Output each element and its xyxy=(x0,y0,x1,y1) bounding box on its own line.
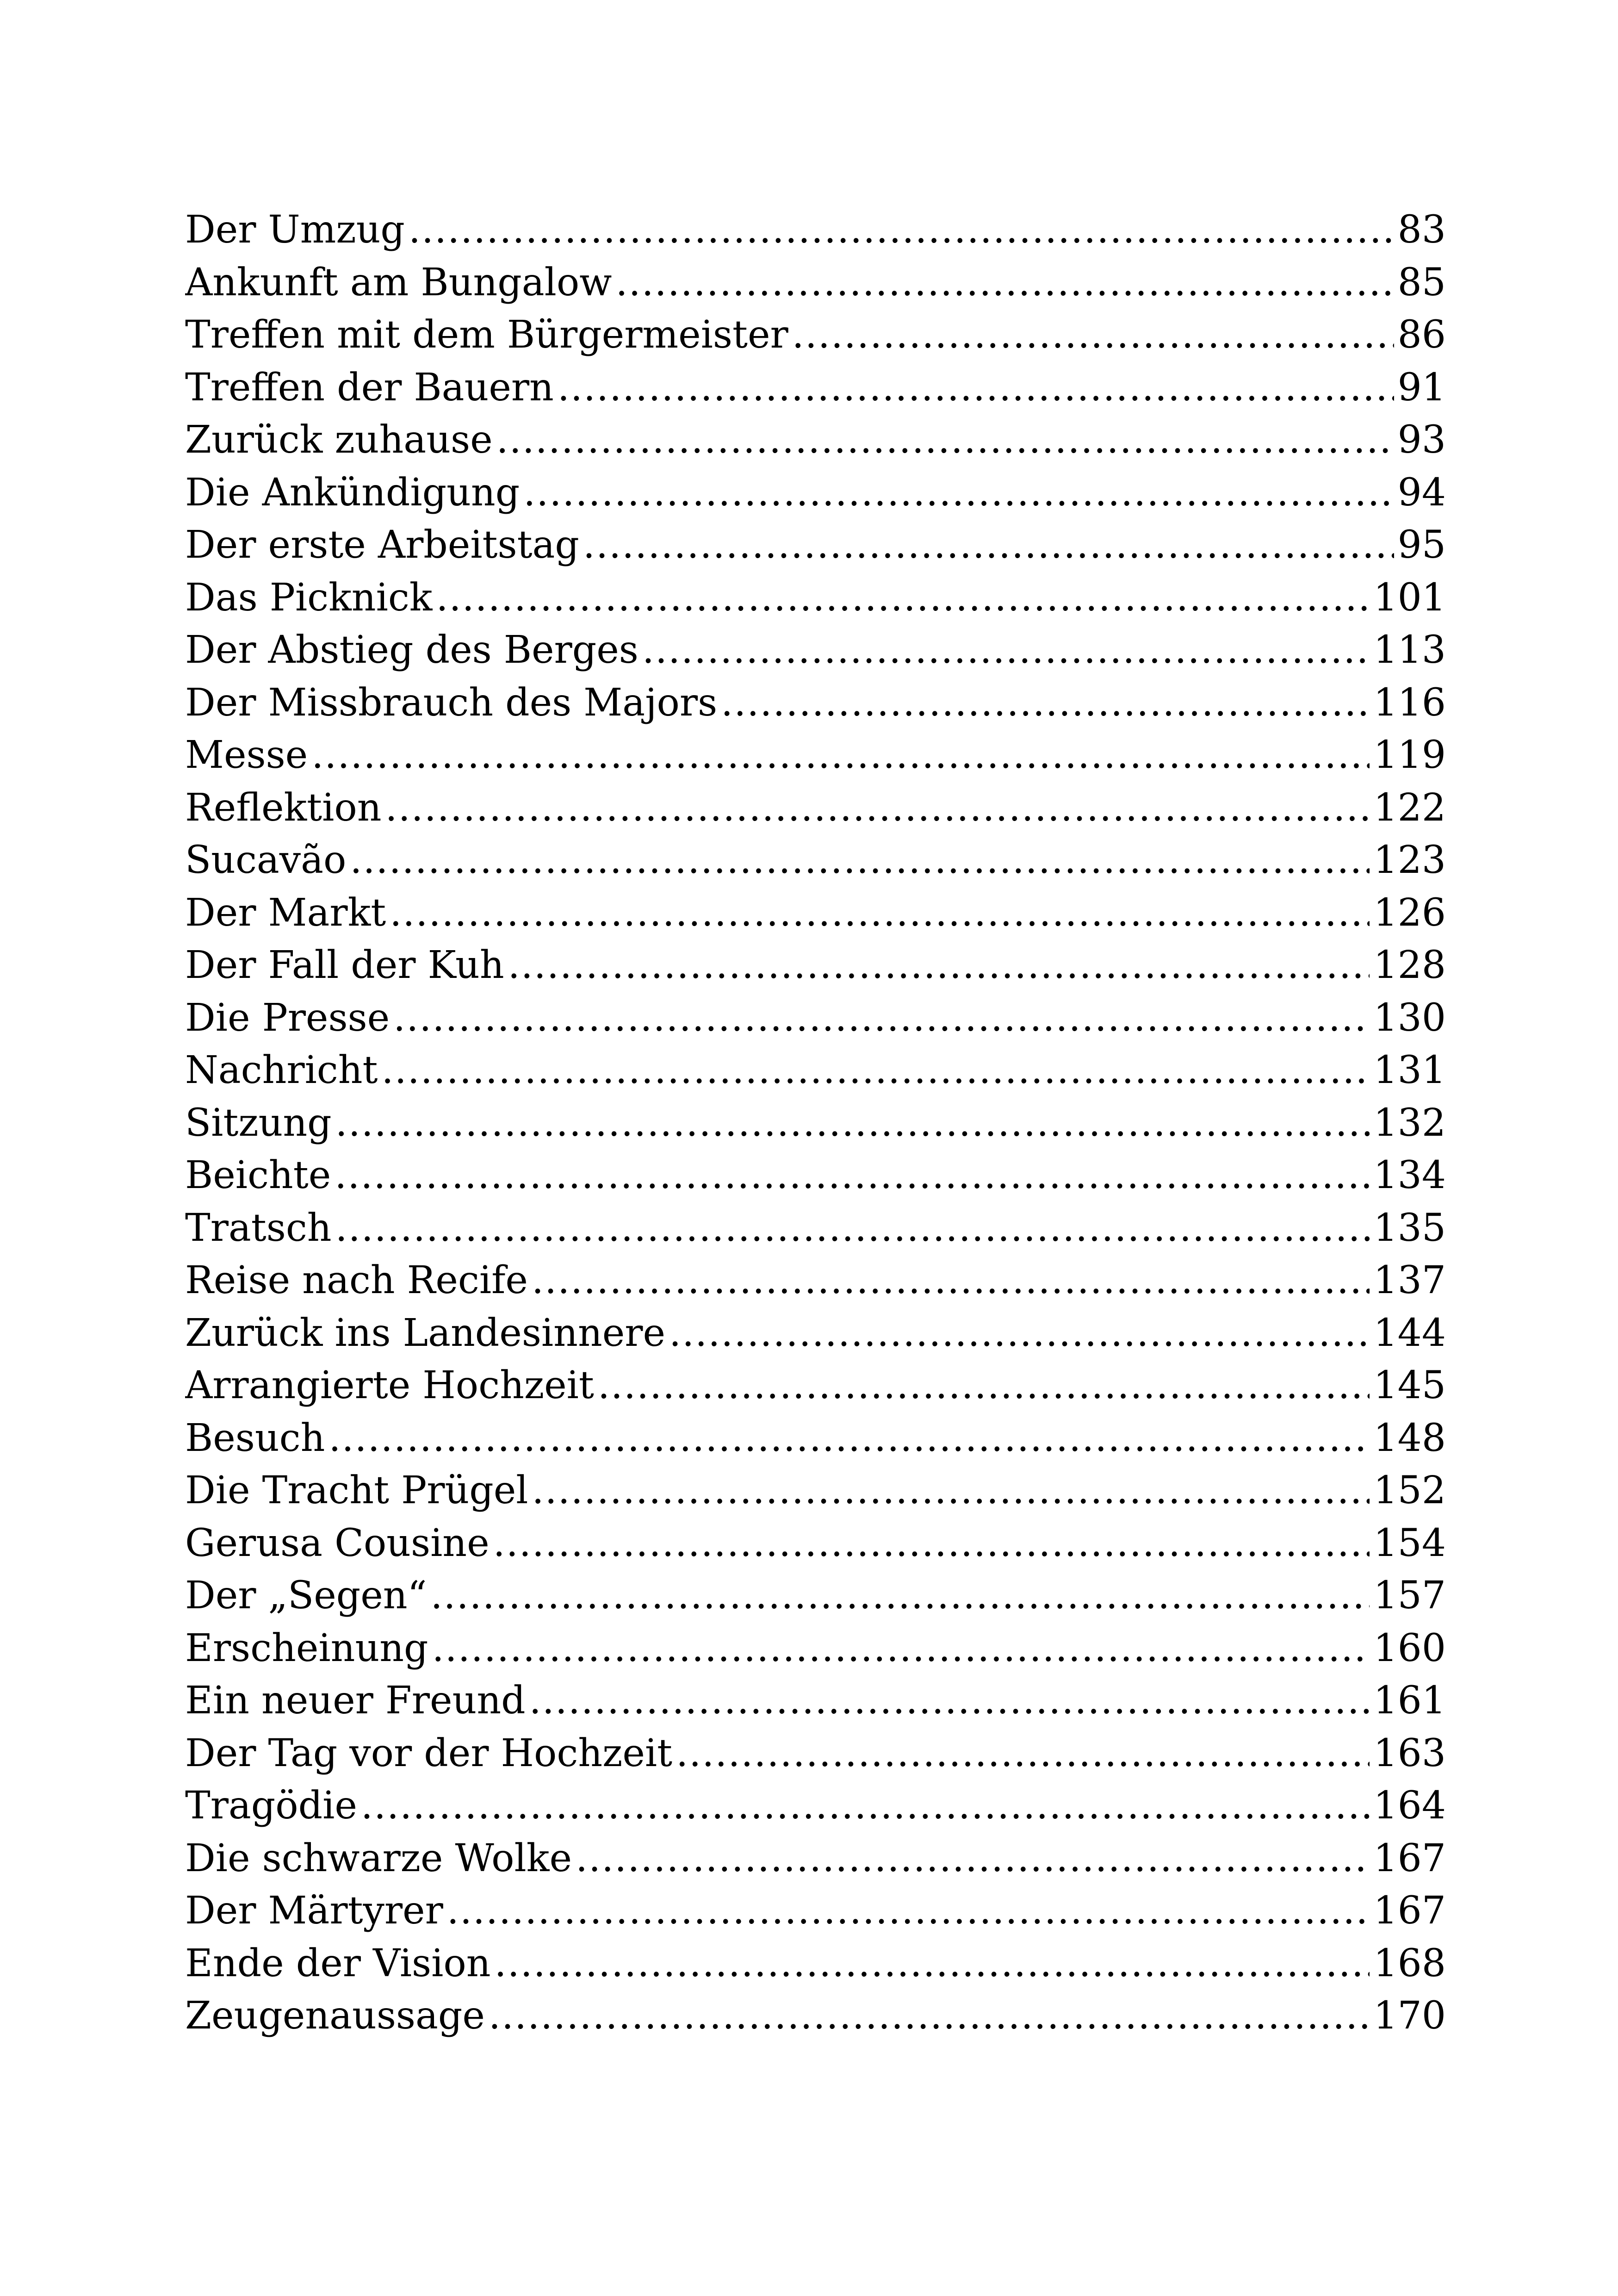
toc-dot-leader xyxy=(361,1780,1370,1832)
toc-entry-title: Tragödie xyxy=(185,1784,357,1828)
toc-dot-leader xyxy=(385,782,1370,834)
toc-entry-title: Der Fall der Kuh xyxy=(185,943,504,987)
toc-entry-page-number: 154 xyxy=(1373,1521,1446,1565)
toc-entry-page-number: 163 xyxy=(1373,1731,1446,1775)
toc-dot-leader xyxy=(532,1464,1370,1517)
toc-dot-leader xyxy=(329,1412,1370,1465)
toc-entry-title: Sucavão xyxy=(185,838,347,882)
toc-dot-leader xyxy=(532,1254,1370,1307)
toc-dot-leader xyxy=(598,1359,1370,1412)
toc-entry-page-number: 168 xyxy=(1373,1941,1446,1985)
toc-dot-leader xyxy=(558,361,1394,414)
toc-entry xyxy=(185,1885,1446,1937)
toc-entry xyxy=(185,204,1446,256)
toc-entry-page-number: 145 xyxy=(1373,1363,1446,1407)
toc-dot-leader xyxy=(721,677,1370,729)
toc-dot-leader xyxy=(335,1149,1370,1202)
toc-entry-page-number: 167 xyxy=(1373,1836,1446,1880)
toc-entry-title: Arrangierte Hochzeit xyxy=(185,1363,594,1407)
toc-entry-page-number: 132 xyxy=(1373,1101,1446,1145)
toc-entry-page-number: 85 xyxy=(1397,260,1446,305)
toc-dot-leader xyxy=(335,1097,1370,1150)
toc-entry-title: Zurück ins Landesinnere xyxy=(185,1311,666,1355)
toc-entry xyxy=(185,1097,1446,1150)
toc-entry-page-number: 126 xyxy=(1373,890,1446,935)
toc-entry-page-number: 161 xyxy=(1373,1679,1446,1723)
toc-entry xyxy=(185,519,1446,572)
toc-entry-page-number: 93 xyxy=(1397,418,1446,462)
toc-entry-title: Die Presse xyxy=(185,996,390,1040)
toc-entry xyxy=(185,1622,1446,1675)
toc-entry-title: Der Umzug xyxy=(185,208,405,252)
toc-entry-page-number: 113 xyxy=(1373,628,1446,672)
toc-dot-leader xyxy=(409,204,1394,256)
toc-entry-page-number: 86 xyxy=(1397,313,1446,357)
toc-entry-page-number: 131 xyxy=(1373,1048,1446,1092)
toc-entry-title: Der „Segen“ xyxy=(185,1574,427,1618)
toc-entry-title: Das Picknick xyxy=(185,575,433,620)
toc-entry-page-number: 122 xyxy=(1373,785,1446,830)
toc-entry-title: Die Ankündigung xyxy=(185,470,520,515)
toc-dot-leader xyxy=(311,729,1370,782)
toc-entry xyxy=(185,992,1446,1045)
toc-entry-title: Nachricht xyxy=(185,1048,378,1092)
toc-entry-page-number: 116 xyxy=(1373,680,1446,725)
toc-dot-leader xyxy=(350,834,1370,887)
toc-entry-page-number: 137 xyxy=(1373,1258,1446,1302)
toc-dot-leader xyxy=(792,309,1394,361)
toc-entry xyxy=(185,572,1446,624)
toc-entry xyxy=(185,782,1446,834)
toc-entry-page-number: 160 xyxy=(1373,1626,1446,1670)
toc-entry-title: Treffen der Bauern xyxy=(185,365,554,410)
toc-entry-page-number: 148 xyxy=(1373,1416,1446,1460)
toc-dot-leader xyxy=(493,1517,1370,1570)
toc-entry-title: Ein neuer Freund xyxy=(185,1679,526,1723)
toc-entry xyxy=(185,1569,1446,1622)
toc-dot-leader xyxy=(447,1885,1370,1937)
toc-dot-leader xyxy=(436,572,1370,624)
toc-entry-page-number: 167 xyxy=(1373,1889,1446,1933)
toc-entry xyxy=(185,1464,1446,1517)
toc-entry-page-number: 130 xyxy=(1373,996,1446,1040)
toc-entry-page-number: 91 xyxy=(1397,365,1446,410)
toc-entry xyxy=(185,1202,1446,1255)
toc-entry-page-number: 152 xyxy=(1373,1468,1446,1512)
toc-entry xyxy=(185,1832,1446,1885)
toc-dot-leader xyxy=(508,939,1370,992)
toc-dot-leader xyxy=(615,256,1394,309)
toc-entry xyxy=(185,1780,1446,1832)
toc-entry xyxy=(185,1674,1446,1727)
toc-entry xyxy=(185,677,1446,729)
toc-entry xyxy=(185,729,1446,782)
toc-entry-page-number: 135 xyxy=(1373,1206,1446,1250)
toc-dot-leader xyxy=(430,1569,1370,1622)
toc-entry-title: Treffen mit dem Bürgermeister xyxy=(185,313,788,357)
toc-entry-title: Der Abstieg des Berges xyxy=(185,628,639,672)
toc-entry-title: Zeugenaussage xyxy=(185,1994,485,2038)
toc-entry-title: Besuch xyxy=(185,1416,325,1460)
toc-entry xyxy=(185,414,1446,467)
toc-dot-leader xyxy=(496,414,1394,467)
toc-dot-leader xyxy=(523,467,1394,519)
toc-entry xyxy=(185,309,1446,361)
toc-dot-leader xyxy=(529,1674,1370,1727)
toc-entry xyxy=(185,1044,1446,1097)
toc-dot-leader xyxy=(583,519,1394,572)
toc-entry-title: Sitzung xyxy=(185,1101,332,1145)
toc-entry-title: Der erste Arbeitstag xyxy=(185,523,579,567)
toc-entry-title: Der Missbrauch des Majors xyxy=(185,680,718,725)
toc-dot-leader xyxy=(432,1622,1370,1675)
table-of-contents xyxy=(185,204,1446,2042)
toc-dot-leader xyxy=(669,1307,1370,1360)
toc-dot-leader xyxy=(393,992,1370,1045)
toc-entry xyxy=(185,1727,1446,1780)
toc-entry-title: Beichte xyxy=(185,1153,331,1197)
toc-entry-title: Messe xyxy=(185,733,308,777)
toc-dot-leader xyxy=(335,1202,1370,1255)
toc-entry xyxy=(185,887,1446,940)
toc-entry xyxy=(185,1990,1446,2042)
toc-dot-leader xyxy=(676,1727,1370,1780)
toc-entry-page-number: 144 xyxy=(1373,1311,1446,1355)
toc-dot-leader xyxy=(390,887,1370,940)
toc-entry xyxy=(185,1307,1446,1360)
toc-entry xyxy=(185,939,1446,992)
toc-entry xyxy=(185,1254,1446,1307)
toc-entry-title: Ende der Vision xyxy=(185,1941,491,1985)
toc-entry-title: Die Tracht Prügel xyxy=(185,1468,528,1512)
toc-dot-leader xyxy=(495,1937,1370,1990)
toc-entry-page-number: 83 xyxy=(1397,208,1446,252)
toc-dot-leader xyxy=(642,624,1370,677)
toc-entry-page-number: 128 xyxy=(1373,943,1446,987)
toc-entry xyxy=(185,1412,1446,1465)
toc-entry-title: Zurück zuhause xyxy=(185,418,493,462)
toc-entry xyxy=(185,1359,1446,1412)
toc-entry-page-number: 95 xyxy=(1397,523,1446,567)
toc-entry-page-number: 94 xyxy=(1397,470,1446,515)
toc-entry-title: Ankunft am Bungalow xyxy=(185,260,612,305)
toc-entry-page-number: 119 xyxy=(1373,733,1446,777)
toc-entry-page-number: 134 xyxy=(1373,1153,1446,1197)
toc-entry-page-number: 101 xyxy=(1373,575,1446,620)
toc-dot-leader xyxy=(489,1990,1370,2042)
toc-entry-page-number: 170 xyxy=(1373,1994,1446,2038)
toc-dot-leader xyxy=(576,1832,1370,1885)
toc-entry-title: Die schwarze Wolke xyxy=(185,1836,572,1880)
toc-entry xyxy=(185,834,1446,887)
toc-entry-title: Gerusa Cousine xyxy=(185,1521,490,1565)
toc-entry xyxy=(185,467,1446,519)
toc-entry-title: Reflektion xyxy=(185,785,382,830)
toc-entry-page-number: 164 xyxy=(1373,1784,1446,1828)
toc-dot-leader xyxy=(382,1044,1370,1097)
toc-entry-title: Erscheinung xyxy=(185,1626,428,1670)
toc-entry xyxy=(185,361,1446,414)
toc-entry-title: Der Märtyrer xyxy=(185,1889,443,1933)
toc-entry xyxy=(185,1517,1446,1570)
toc-entry xyxy=(185,256,1446,309)
toc-entry-page-number: 157 xyxy=(1373,1574,1446,1618)
toc-entry xyxy=(185,624,1446,677)
toc-entry xyxy=(185,1149,1446,1202)
toc-entry-title: Der Markt xyxy=(185,890,386,935)
toc-entry-title: Der Tag vor der Hochzeit xyxy=(185,1731,673,1775)
toc-entry xyxy=(185,1937,1446,1990)
toc-entry-title: Reise nach Recife xyxy=(185,1258,528,1302)
toc-entry-title: Tratsch xyxy=(185,1206,332,1250)
toc-entry-page-number: 123 xyxy=(1373,838,1446,882)
